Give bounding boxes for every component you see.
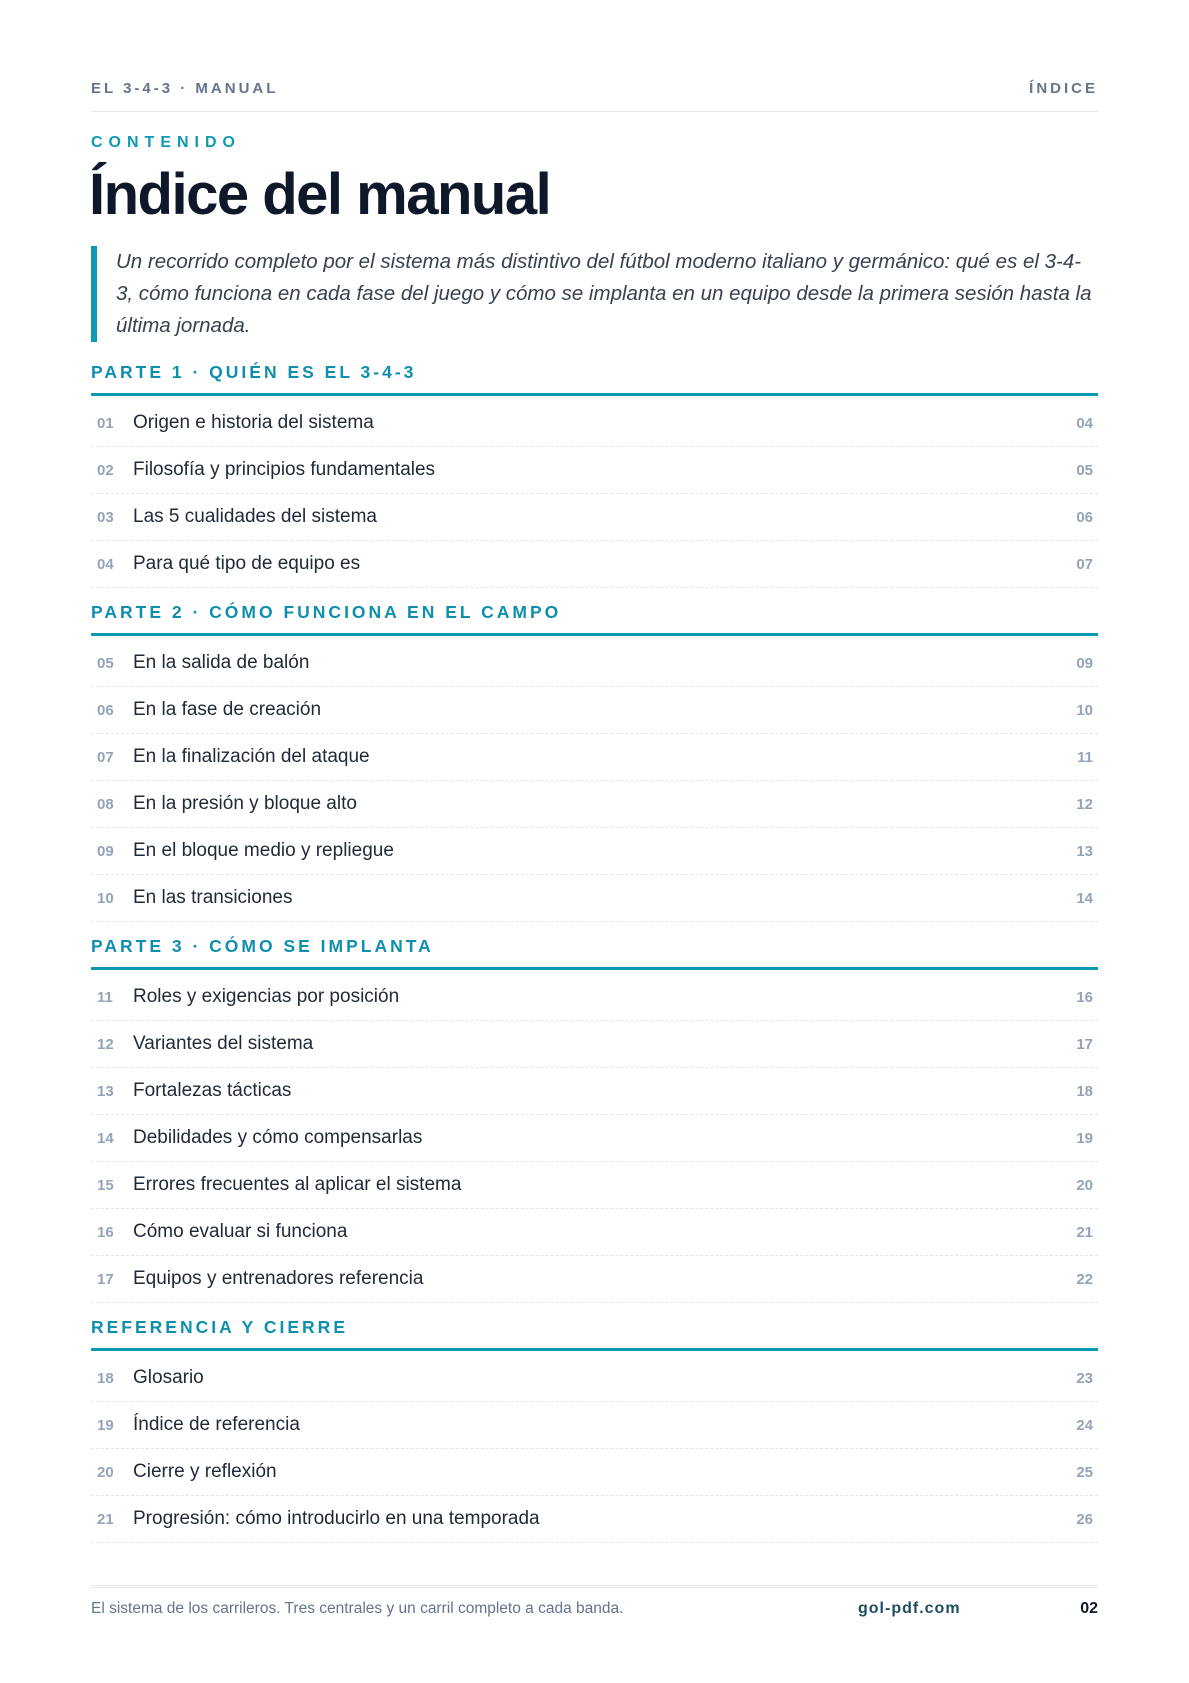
toc-entry-title: En la finalización del ataque <box>133 746 370 767</box>
toc-entry-page: 26 <box>1076 1510 1093 1528</box>
toc-entry-number: 05 <box>97 654 114 672</box>
section-heading: REFERENCIA Y CIERRE <box>91 1317 1098 1351</box>
toc-entry[interactable] <box>91 734 1098 781</box>
toc-entry[interactable] <box>91 1209 1098 1256</box>
toc-entry[interactable] <box>91 494 1098 541</box>
table-of-contents <box>91 362 1098 1557</box>
toc-entry-page: 18 <box>1076 1082 1093 1100</box>
toc-section <box>91 936 1098 1303</box>
toc-list <box>91 970 1098 1303</box>
running-header-left: EL 3-4-3 · MANUAL <box>91 80 279 97</box>
toc-entry-page: 05 <box>1076 461 1093 479</box>
page-footer <box>91 1585 1098 1618</box>
toc-entry-page: 17 <box>1076 1035 1093 1053</box>
toc-entry-number: 02 <box>97 461 114 479</box>
toc-entry-page: 13 <box>1076 842 1093 860</box>
toc-entry-page: 19 <box>1076 1129 1093 1147</box>
toc-entry[interactable] <box>91 447 1098 494</box>
toc-entry[interactable] <box>91 1256 1098 1303</box>
toc-entry-page: 24 <box>1076 1416 1093 1434</box>
toc-entry-title: En la presión y bloque alto <box>133 793 357 814</box>
toc-entry-title: Cómo evaluar si funciona <box>133 1221 348 1242</box>
toc-entry-number: 15 <box>97 1176 114 1194</box>
toc-entry[interactable] <box>91 400 1098 447</box>
toc-entry[interactable] <box>91 1068 1098 1115</box>
toc-entry-title: Fortalezas tácticas <box>133 1080 292 1101</box>
toc-entry-number: 19 <box>97 1416 114 1434</box>
page-title: Índice del manual <box>89 162 551 227</box>
toc-entry-title: Índice de referencia <box>133 1414 300 1435</box>
toc-entry-number: 04 <box>97 555 114 573</box>
toc-entry-page: 11 <box>1077 748 1093 766</box>
toc-entry-title: Cierre y reflexión <box>133 1461 277 1482</box>
toc-entry-title: En la fase de creación <box>133 699 322 720</box>
toc-entry-page: 22 <box>1076 1270 1093 1288</box>
section-heading: PARTE 2 · CÓMO FUNCIONA EN EL CAMPO <box>91 602 1098 636</box>
toc-entry-title: En el bloque medio y repliegue <box>133 840 394 861</box>
toc-entry-title: Las 5 cualidades del sistema <box>133 506 377 527</box>
intro-quote: Un recorrido completo por el sistema más distintivo del fútbol moderno italiano y germánico: qué es el 3-4-3, cómo funciona en cada fase del juego y cómo se implanta en un equipo desde la primera sesión hasta la última jornada. <box>91 246 1098 342</box>
toc-section <box>91 1317 1098 1543</box>
toc-entry-page: 04 <box>1076 414 1093 432</box>
toc-entry[interactable] <box>91 1449 1098 1496</box>
toc-entry-title: Roles y exigencias por posición <box>133 986 400 1007</box>
toc-entry-page: 20 <box>1076 1176 1093 1194</box>
toc-entry-page: 25 <box>1076 1463 1093 1481</box>
toc-entry-page: 14 <box>1076 889 1093 907</box>
toc-entry-title: Glosario <box>133 1367 204 1388</box>
toc-entry-number: 01 <box>97 414 114 432</box>
toc-entry-number: 21 <box>97 1510 114 1528</box>
toc-entry-number: 12 <box>97 1035 114 1053</box>
toc-entry[interactable] <box>91 1162 1098 1209</box>
toc-entry-title: Filosofía y principios fundamentales <box>133 459 436 480</box>
toc-entry-page: 07 <box>1076 555 1093 573</box>
toc-entry-number: 07 <box>97 748 114 766</box>
toc-section <box>91 362 1098 588</box>
toc-list <box>91 396 1098 588</box>
toc-entry-number: 03 <box>97 508 114 526</box>
toc-list <box>91 636 1098 922</box>
toc-entry[interactable] <box>91 1402 1098 1449</box>
page-number: 02 <box>1080 1600 1098 1617</box>
toc-entry[interactable] <box>91 541 1098 588</box>
toc-entry-title: Progresión: cómo introducirlo en una temporada <box>133 1508 540 1529</box>
running-header <box>91 80 1098 112</box>
toc-entry-page: 23 <box>1076 1369 1093 1387</box>
toc-section <box>91 602 1098 922</box>
toc-entry-number: 06 <box>97 701 114 719</box>
toc-entry-title: Para qué tipo de equipo es <box>133 553 361 574</box>
toc-entry[interactable] <box>91 1115 1098 1162</box>
toc-entry-number: 17 <box>97 1270 114 1288</box>
toc-entry[interactable] <box>91 1496 1098 1543</box>
footer-tagline: El sistema de los carrileros. Tres centrales y un carril completo a cada banda. <box>91 1600 624 1617</box>
toc-entry-number: 18 <box>97 1369 114 1387</box>
toc-entry[interactable] <box>91 687 1098 734</box>
footer-site-link[interactable]: gol-pdf.com <box>858 1600 961 1617</box>
toc-entry-page: 09 <box>1076 654 1093 672</box>
toc-entry-title: En la salida de balón <box>133 652 310 673</box>
toc-entry-page: 21 <box>1076 1223 1093 1241</box>
section-heading: PARTE 3 · CÓMO SE IMPLANTA <box>91 936 1098 970</box>
toc-entry-number: 09 <box>97 842 114 860</box>
toc-entry[interactable] <box>91 875 1098 922</box>
toc-entry[interactable] <box>91 828 1098 875</box>
toc-entry[interactable] <box>91 1355 1098 1402</box>
toc-entry-page: 06 <box>1076 508 1093 526</box>
toc-entry-title: Debilidades y cómo compensarlas <box>133 1127 423 1148</box>
section-eyebrow: CONTENIDO <box>91 134 241 151</box>
toc-entry-number: 13 <box>97 1082 114 1100</box>
toc-entry-number: 20 <box>97 1463 114 1481</box>
toc-entry-number: 16 <box>97 1223 114 1241</box>
toc-entry-page: 16 <box>1076 988 1093 1006</box>
toc-entry-page: 10 <box>1076 701 1093 719</box>
toc-entry-number: 08 <box>97 795 114 813</box>
toc-entry-number: 14 <box>97 1129 114 1147</box>
toc-entry[interactable] <box>91 1021 1098 1068</box>
running-header-right: ÍNDICE <box>1029 80 1098 97</box>
section-heading: PARTE 1 · QUIÉN ES EL 3-4-3 <box>91 362 1098 396</box>
toc-entry-title: Equipos y entrenadores referencia <box>133 1268 424 1289</box>
toc-entry-number: 11 <box>97 988 113 1006</box>
toc-entry-title: Variantes del sistema <box>133 1033 314 1054</box>
toc-entry[interactable] <box>91 640 1098 687</box>
toc-entry-title: Origen e historia del sistema <box>133 412 374 433</box>
toc-entry[interactable] <box>91 781 1098 828</box>
toc-entry-page: 12 <box>1076 795 1093 813</box>
toc-entry-title: En las transiciones <box>133 887 293 908</box>
toc-entry[interactable] <box>91 974 1098 1021</box>
toc-list <box>91 1351 1098 1543</box>
toc-entry-title: Errores frecuentes al aplicar el sistema <box>133 1174 462 1195</box>
toc-entry-number: 10 <box>97 889 114 907</box>
